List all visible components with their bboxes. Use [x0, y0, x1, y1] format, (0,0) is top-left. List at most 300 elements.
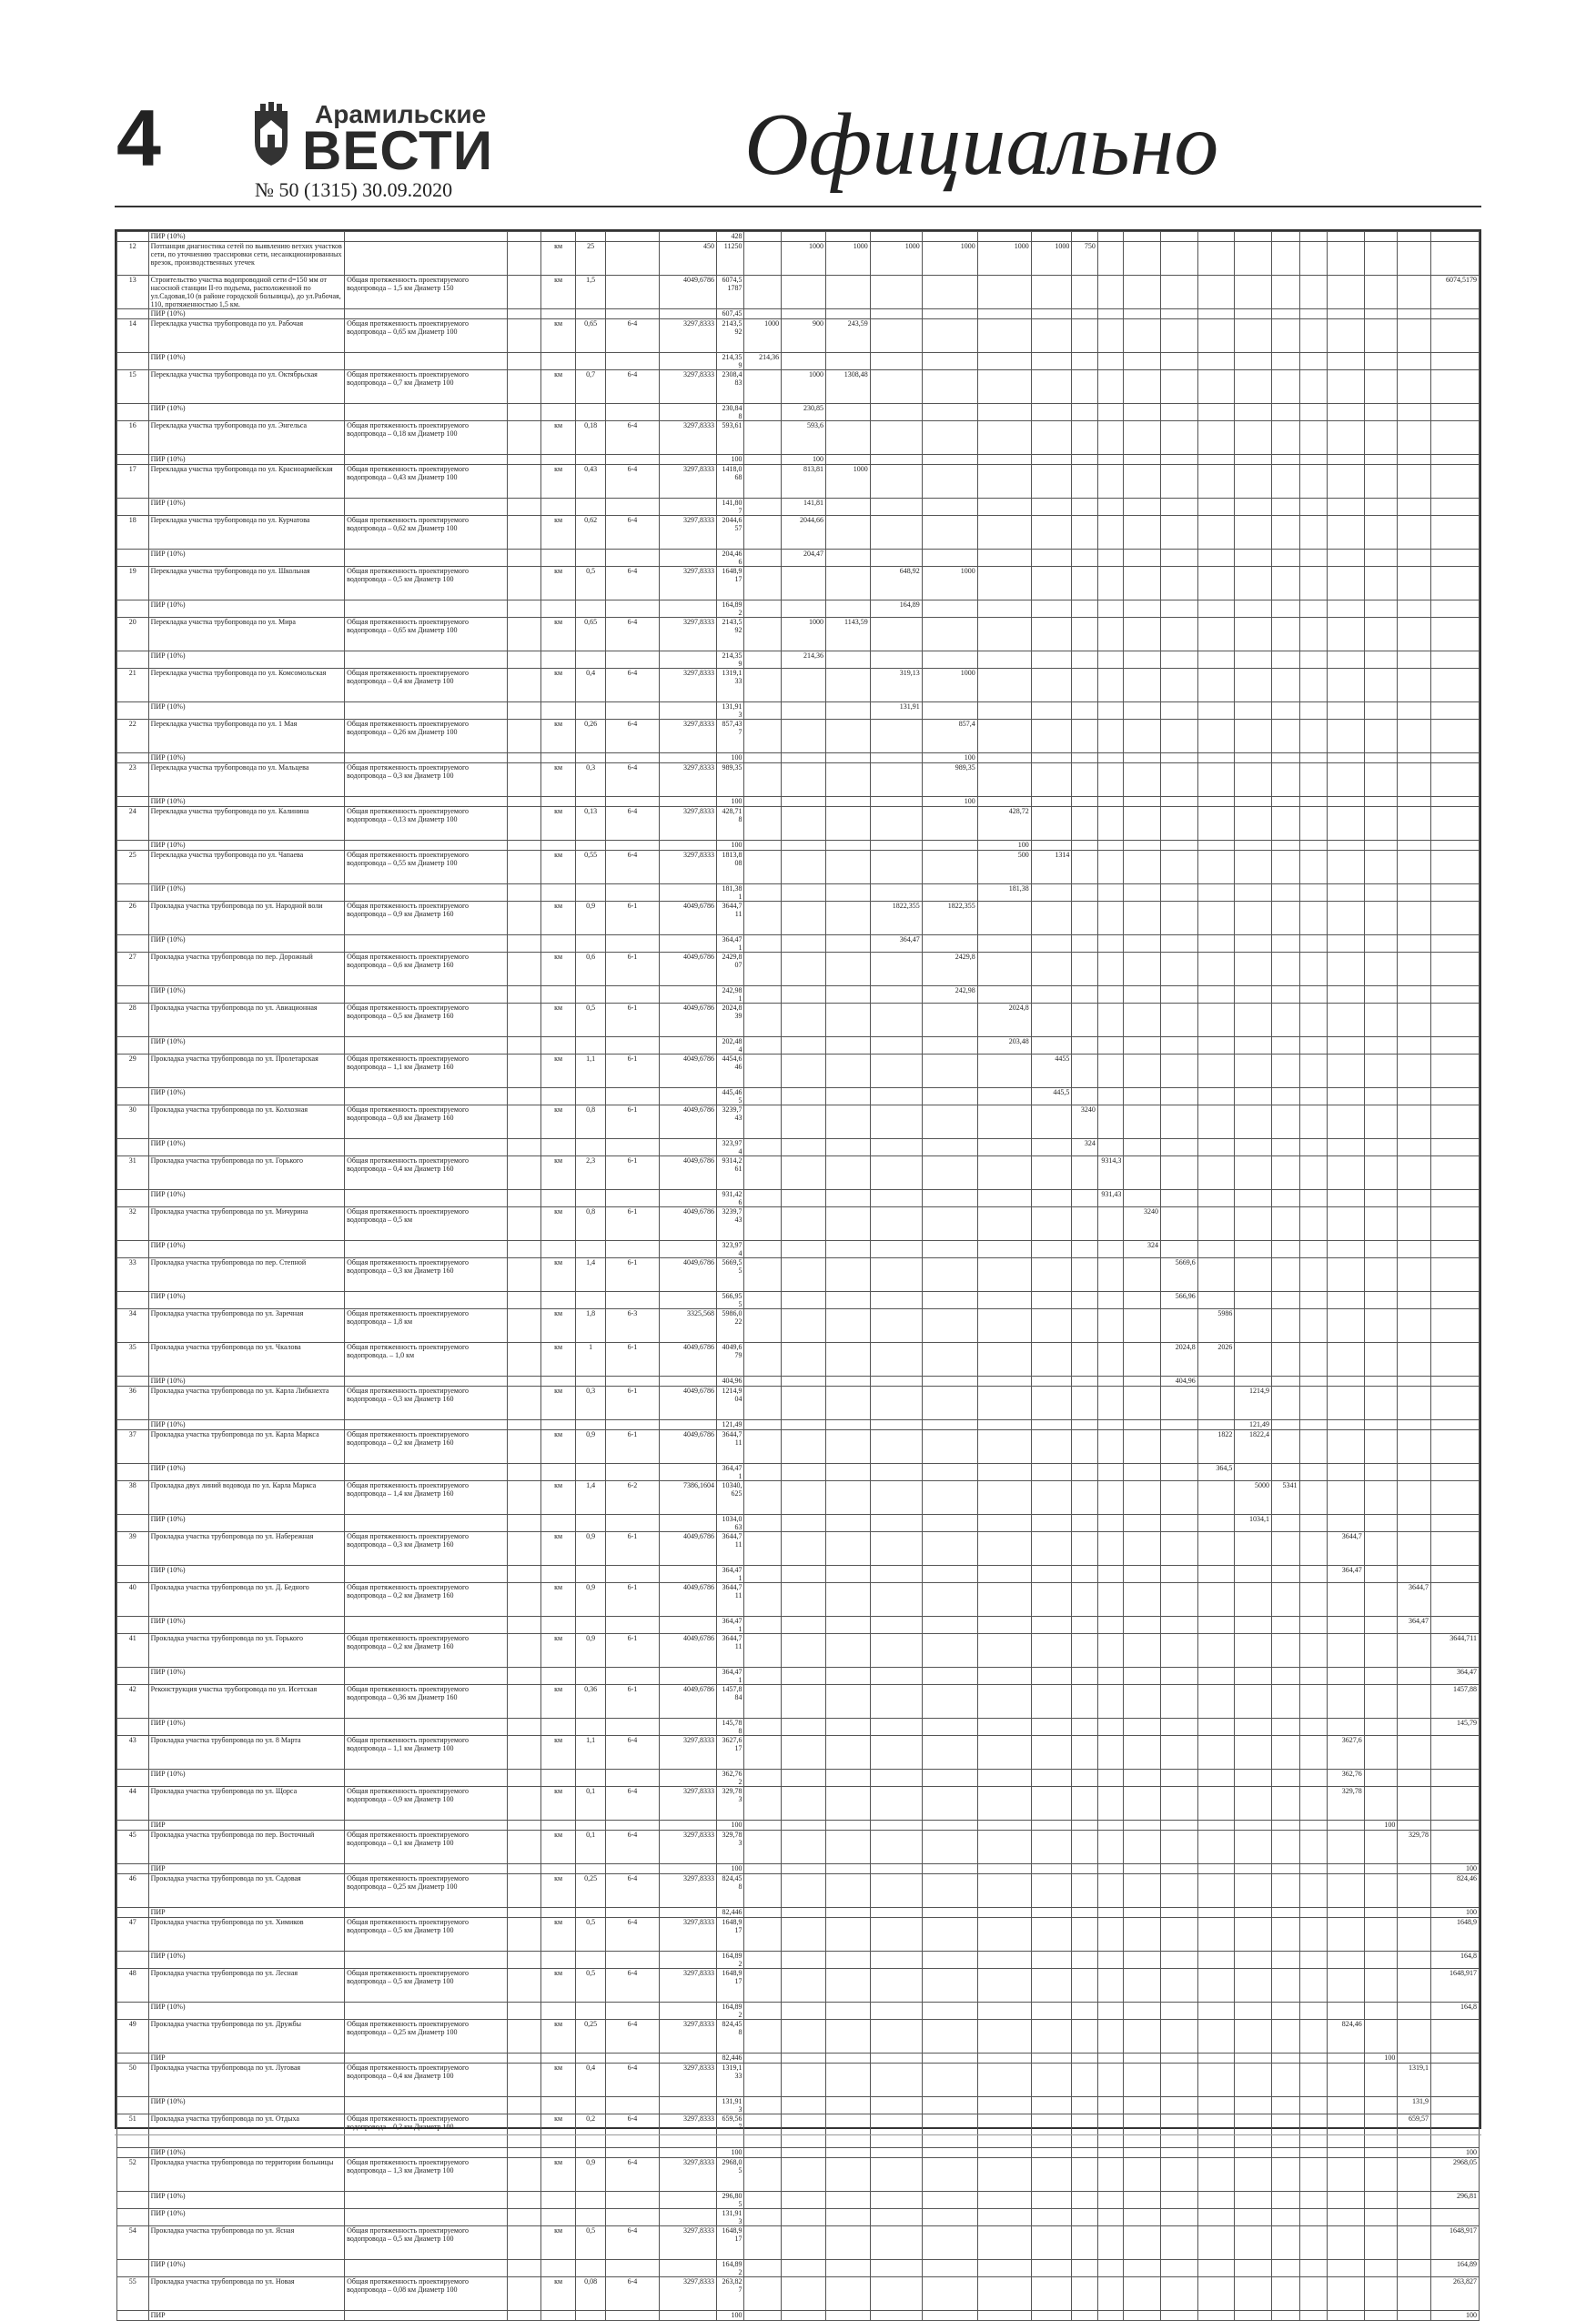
- row-year-value: [870, 455, 922, 465]
- row-year-value: [1072, 1668, 1097, 1685]
- row-year-value: [1235, 1088, 1272, 1105]
- row-year-value: [1124, 1617, 1161, 1634]
- row-unit-price: 4049,6786: [659, 1583, 716, 1617]
- row-year-value: [1328, 2192, 1365, 2209]
- row-year-value: [977, 550, 1031, 567]
- row-year-value: [870, 618, 922, 651]
- row-unit-price: [659, 353, 716, 370]
- row-year-value: [1364, 1685, 1398, 1719]
- row-year-value: [870, 1387, 922, 1420]
- row-year-value: [1097, 1464, 1123, 1481]
- row-year-value: [1124, 550, 1161, 567]
- row-year-value: [1430, 2114, 1479, 2148]
- row-year-value: [870, 2003, 922, 2020]
- table-row: [117, 1258, 1480, 1292]
- row-year-value: [1364, 884, 1398, 902]
- row-year-value: [1031, 884, 1072, 902]
- row-year-value: 2044,66: [782, 516, 826, 550]
- table-row-pir: [117, 935, 1480, 953]
- row-year-value: [1272, 1617, 1300, 1634]
- row-year-value: [1364, 232, 1398, 242]
- row-quantity: 0,8: [576, 1105, 606, 1139]
- row-empty: [508, 1736, 541, 1770]
- row-number: 35: [117, 1343, 149, 1377]
- row-total-cost: 2044,657: [716, 516, 744, 550]
- row-description: [345, 753, 508, 763]
- row-year-value: [1031, 1787, 1072, 1821]
- row-year-value: [1124, 753, 1161, 763]
- row-year-value: [1328, 1377, 1365, 1387]
- row-year-value: [1072, 1343, 1097, 1377]
- row-year-value: [1364, 2226, 1398, 2260]
- row-year-value: [1272, 1532, 1300, 1566]
- row-year-value: [1031, 1736, 1072, 1770]
- row-year-value: [1097, 1617, 1123, 1634]
- row-year-value: [825, 1918, 870, 1952]
- row-year-value: [1197, 1617, 1235, 1634]
- row-year-value: [1197, 884, 1235, 902]
- row-year-value: [977, 753, 1031, 763]
- table-row-pir: [117, 986, 1480, 1004]
- row-year-value: [1097, 421, 1123, 455]
- row-year-value: [922, 1343, 977, 1377]
- row-year-value: [1161, 1685, 1198, 1719]
- row-year-value: [1328, 319, 1365, 353]
- row-empty: [508, 1190, 541, 1207]
- row-year-value: [1072, 797, 1097, 807]
- row-year-value: [1272, 1634, 1300, 1668]
- row-year-value: [1124, 2226, 1161, 2260]
- row-year-value: [1124, 1908, 1161, 1918]
- row-year-value: [1272, 1969, 1300, 2003]
- row-year-value: [922, 455, 977, 465]
- row-description: Общая протяженность проектируемого водопровода – 0,2 км Диаметр 100: [345, 2114, 508, 2148]
- row-description: [345, 1668, 508, 1685]
- row-year-value: [1235, 884, 1272, 902]
- row-year-value: [1097, 1918, 1123, 1952]
- row-year-value: [1328, 884, 1365, 902]
- row-unit: [540, 1292, 576, 1309]
- row-year-value: [1430, 1190, 1479, 1207]
- row-year-value: [977, 1668, 1031, 1685]
- row-quantity: [576, 1241, 606, 1258]
- row-year-value: [1072, 309, 1097, 319]
- row-quantity: [576, 309, 606, 319]
- row-unit-price: 4049,6786: [659, 1207, 716, 1241]
- row-year-value: [744, 2097, 782, 2114]
- row-number: 55: [117, 2277, 149, 2311]
- row-year-value: [870, 1685, 922, 1719]
- row-total-cost: 4454,646: [716, 1055, 744, 1088]
- table-row-pir: [117, 1139, 1480, 1156]
- row-year-value: [977, 1156, 1031, 1190]
- investment-plan-table-wrap: [115, 229, 1481, 2319]
- row-name: ПИР: [148, 1908, 345, 1918]
- row-year-value: [1328, 2097, 1365, 2114]
- row-year-value: [1398, 353, 1431, 370]
- row-year-value: [870, 763, 922, 797]
- row-unit: [540, 1139, 576, 1156]
- row-year-value: [1124, 2020, 1161, 2054]
- row-year-value: [1299, 1387, 1328, 1420]
- row-year-value: [1272, 404, 1300, 421]
- row-year-value: [1299, 807, 1328, 841]
- row-year-value: 824,46: [1328, 2020, 1365, 2054]
- row-year-value: [825, 935, 870, 953]
- row-year-value: [1161, 1908, 1198, 1918]
- row-name: Реконструкция участка трубопровода по ул. Исетская: [148, 1685, 345, 1719]
- table-row-pir: [117, 1377, 1480, 1387]
- row-year-value: [870, 1481, 922, 1515]
- row-year-value: [870, 1634, 922, 1668]
- row-year-value: [744, 232, 782, 242]
- row-pipe-type: [605, 499, 659, 516]
- row-year-value: [1031, 1532, 1072, 1566]
- row-year-value: [1430, 1309, 1479, 1343]
- row-year-value: [1161, 242, 1198, 276]
- row-year-value: [1235, 1190, 1272, 1207]
- row-year-value: [1197, 841, 1235, 851]
- row-description: [345, 2209, 508, 2226]
- row-year-value: [870, 465, 922, 499]
- row-total-cost: 100: [716, 2148, 744, 2158]
- table-row: [117, 1387, 1480, 1420]
- row-year-value: [870, 1566, 922, 1583]
- row-year-value: [1097, 1952, 1123, 1969]
- row-total-cost: 857,437: [716, 720, 744, 753]
- row-year-value: [825, 600, 870, 618]
- row-year-value: [1161, 1969, 1198, 2003]
- row-year-value: [825, 1736, 870, 1770]
- row-year-value: [922, 935, 977, 953]
- row-year-value: [1072, 1532, 1097, 1566]
- row-year-value: [825, 2064, 870, 2097]
- row-year-value: [1398, 1464, 1431, 1481]
- row-total-cost: 10340,625: [716, 1481, 744, 1515]
- row-number: 47: [117, 1918, 149, 1952]
- row-year-value: [922, 1309, 977, 1343]
- row-year-value: [1031, 516, 1072, 550]
- row-year-value: [1364, 1634, 1398, 1668]
- row-year-value: [1272, 902, 1300, 935]
- row-year-value: [1299, 1736, 1328, 1770]
- row-unit-price: [659, 1566, 716, 1583]
- row-unit: [540, 1515, 576, 1532]
- row-total-cost: 145,788: [716, 1719, 744, 1736]
- row-year-value: [1097, 600, 1123, 618]
- row-unit-price: 3297,8333: [659, 1736, 716, 1770]
- row-empty: [508, 669, 541, 702]
- row-year-value: [1272, 2158, 1300, 2192]
- row-total-cost: 100: [716, 455, 744, 465]
- row-pipe-type: [605, 1719, 659, 1736]
- row-year-value: [744, 953, 782, 986]
- row-unit: км: [540, 1634, 576, 1668]
- table-row: [117, 2226, 1480, 2260]
- row-year-value: [1124, 421, 1161, 455]
- row-year-value: [922, 1139, 977, 1156]
- row-year-value: [1398, 499, 1431, 516]
- row-year-value: [922, 1464, 977, 1481]
- row-year-value: [870, 276, 922, 309]
- row-year-value: [1364, 2277, 1398, 2311]
- row-year-value: [977, 1481, 1031, 1515]
- row-empty: [508, 2003, 541, 2020]
- row-empty: [508, 1566, 541, 1583]
- row-name: Перекладка участка трубопровода по ул. Чапаева: [148, 851, 345, 884]
- row-year-value: [1235, 1156, 1272, 1190]
- row-total-cost: 100: [716, 841, 744, 851]
- row-year-value: [1235, 1736, 1272, 1770]
- row-year-value: [744, 1668, 782, 1685]
- row-unit: [540, 1864, 576, 1874]
- row-year-value: 364,47: [1430, 1668, 1479, 1685]
- row-year-value: [825, 1377, 870, 1387]
- row-year-value: [782, 1566, 826, 1583]
- row-year-value: [1364, 763, 1398, 797]
- row-year-value: 100: [1430, 1908, 1479, 1918]
- row-unit-price: [659, 1088, 716, 1105]
- row-year-value: [1398, 2311, 1431, 2321]
- row-year-value: [1235, 1874, 1272, 1908]
- row-year-value: [744, 1481, 782, 1515]
- row-year-value: [870, 2311, 922, 2321]
- row-year-value: [1398, 276, 1431, 309]
- row-year-value: [1072, 353, 1097, 370]
- row-year-value: 3240: [1072, 1105, 1097, 1139]
- row-year-value: [782, 1532, 826, 1566]
- row-year-value: [1097, 763, 1123, 797]
- row-year-value: [1272, 2209, 1300, 2226]
- row-unit: км: [540, 1004, 576, 1037]
- row-year-value: [1197, 1207, 1235, 1241]
- row-year-value: [1398, 1241, 1431, 1258]
- row-year-value: [1124, 935, 1161, 953]
- row-name: Перекладка участка трубопровода по ул. Рабочая: [148, 319, 345, 353]
- row-year-value: [825, 702, 870, 720]
- row-pipe-type: 6-1: [605, 1055, 659, 1088]
- row-year-value: [977, 1088, 1031, 1105]
- row-year-value: [1398, 370, 1431, 404]
- row-year-value: [1161, 1420, 1198, 1430]
- row-year-value: [1197, 276, 1235, 309]
- row-unit-price: [659, 1864, 716, 1874]
- row-empty: [508, 2226, 541, 2260]
- row-year-value: [1197, 763, 1235, 797]
- row-total-cost: 1214,904: [716, 1387, 744, 1420]
- row-year-value: [1124, 2158, 1161, 2192]
- row-year-value: [1097, 1377, 1123, 1387]
- row-year-value: [1328, 499, 1365, 516]
- row-total-cost: 164,892: [716, 1952, 744, 1969]
- row-year-value: [825, 1908, 870, 1918]
- row-year-value: [1031, 1241, 1072, 1258]
- row-year-value: [1161, 567, 1198, 600]
- row-year-value: [1072, 841, 1097, 851]
- row-year-value: [744, 276, 782, 309]
- row-year-value: [825, 1139, 870, 1156]
- row-year-value: 100: [977, 841, 1031, 851]
- row-year-value: [1161, 1831, 1198, 1864]
- row-total-cost: 164,892: [716, 2003, 744, 2020]
- row-year-value: [1364, 2097, 1398, 2114]
- row-number: 43: [117, 1736, 149, 1770]
- row-year-value: [1235, 600, 1272, 618]
- row-year-value: [1398, 550, 1431, 567]
- row-total-cost: 364,471: [716, 1668, 744, 1685]
- row-quantity: 0,6: [576, 953, 606, 986]
- row-year-value: [1124, 884, 1161, 902]
- row-quantity: 0,1: [576, 1787, 606, 1821]
- row-year-value: 3240: [1124, 1207, 1161, 1241]
- row-year-value: [1235, 1668, 1272, 1685]
- row-year-value: [1398, 669, 1431, 702]
- row-year-value: [1364, 1420, 1398, 1430]
- row-year-value: [1161, 2148, 1198, 2158]
- row-year-value: [1072, 1464, 1097, 1481]
- row-unit: км: [540, 720, 576, 753]
- row-pipe-type: 6-4: [605, 1736, 659, 1770]
- table-row: [117, 1532, 1480, 1566]
- row-year-value: [1299, 2158, 1328, 2192]
- row-year-value: [1235, 669, 1272, 702]
- row-quantity: [576, 1420, 606, 1430]
- row-year-value: [870, 499, 922, 516]
- row-year-value: [1072, 1787, 1097, 1821]
- row-quantity: [576, 797, 606, 807]
- row-year-value: [1398, 319, 1431, 353]
- row-year-value: [744, 2020, 782, 2054]
- row-year-value: [782, 2226, 826, 2260]
- row-quantity: 0,36: [576, 1685, 606, 1719]
- row-year-value: [1124, 1864, 1161, 1874]
- row-year-value: [1097, 353, 1123, 370]
- row-pipe-type: 6-1: [605, 902, 659, 935]
- row-total-cost: 11250: [716, 242, 744, 276]
- row-year-value: [977, 1864, 1031, 1874]
- row-total-cost: 329,783: [716, 1831, 744, 1864]
- row-year-value: [1031, 2148, 1072, 2158]
- row-year-value: [1299, 1770, 1328, 1787]
- row-year-value: [870, 1864, 922, 1874]
- row-year-value: [1072, 702, 1097, 720]
- row-year-value: [977, 516, 1031, 550]
- row-year-value: [1398, 753, 1431, 763]
- row-year-value: [1124, 1309, 1161, 1343]
- row-year-value: [977, 567, 1031, 600]
- row-name: Перекладка участка трубопровода по ул. Курчатова: [148, 516, 345, 550]
- row-year-value: [1197, 309, 1235, 319]
- row-unit: км: [540, 953, 576, 986]
- row-year-value: [977, 953, 1031, 986]
- row-year-value: [1272, 986, 1300, 1004]
- row-year-value: [1328, 1583, 1365, 1617]
- row-year-value: 750: [1072, 242, 1097, 276]
- row-year-value: [825, 1241, 870, 1258]
- row-name: Прокладка участка трубопровода по ул. Горького: [148, 1634, 345, 1668]
- row-year-value: [1398, 1055, 1431, 1088]
- row-year-value: [1072, 1088, 1097, 1105]
- row-empty: [508, 1387, 541, 1420]
- row-year-value: [1031, 1831, 1072, 1864]
- row-year-value: [1235, 763, 1272, 797]
- row-year-value: [1072, 1685, 1097, 1719]
- row-year-value: [1430, 2097, 1479, 2114]
- row-unit: [540, 1088, 576, 1105]
- row-description: Общая протяженность проектируемого водопровода – 0,2 км Диаметр 160: [345, 1634, 508, 1668]
- row-year-value: [1161, 1037, 1198, 1055]
- row-unit: [540, 1241, 576, 1258]
- logo-title-big: ВЕСТИ: [302, 120, 493, 181]
- row-year-value: [1364, 455, 1398, 465]
- row-year-value: [1124, 1515, 1161, 1532]
- row-year-value: [825, 1292, 870, 1309]
- row-year-value: [1072, 1156, 1097, 1190]
- row-year-value: [1398, 1387, 1431, 1420]
- row-year-value: [1235, 1532, 1272, 1566]
- row-description: [345, 1241, 508, 1258]
- row-year-value: [1097, 1207, 1123, 1241]
- row-year-value: [825, 2020, 870, 2054]
- row-year-value: [1124, 2277, 1161, 2311]
- row-year-value: [1235, 1566, 1272, 1583]
- row-name: Прокладка участка трубопровода по ул. Народной воли: [148, 902, 345, 935]
- row-number: [117, 1770, 149, 1787]
- row-quantity: [576, 1566, 606, 1583]
- row-total-cost: 428,718: [716, 807, 744, 841]
- row-year-value: [1161, 763, 1198, 797]
- row-year-value: [825, 884, 870, 902]
- row-description: [345, 2148, 508, 2158]
- row-year-value: [1328, 1952, 1365, 1969]
- row-year-value: [870, 232, 922, 242]
- row-year-value: [1235, 1719, 1272, 1736]
- row-year-value: [744, 1420, 782, 1430]
- row-year-value: [825, 807, 870, 841]
- row-empty: [508, 1156, 541, 1190]
- row-year-value: [1197, 1685, 1235, 1719]
- row-year-value: [1430, 309, 1479, 319]
- row-total-cost: 131,913: [716, 2097, 744, 2114]
- row-year-value: [1197, 1515, 1235, 1532]
- row-year-value: [1197, 465, 1235, 499]
- row-year-value: [1161, 851, 1198, 884]
- row-year-value: [1197, 1787, 1235, 1821]
- row-number: 40: [117, 1583, 149, 1617]
- row-name: ПИР (10%): [148, 1292, 345, 1309]
- row-number: [117, 1952, 149, 1969]
- row-year-value: [1072, 669, 1097, 702]
- row-year-value: [1328, 1309, 1365, 1343]
- row-quantity: [576, 1864, 606, 1874]
- row-unit: км: [540, 1874, 576, 1908]
- row-year-value: [1364, 465, 1398, 499]
- row-total-cost: 131,913: [716, 702, 744, 720]
- row-empty: [508, 1864, 541, 1874]
- row-total-cost: 659,567: [716, 2114, 744, 2148]
- row-number: [117, 2260, 149, 2277]
- row-name: ПИР (10%): [148, 651, 345, 669]
- row-year-value: [922, 1583, 977, 1617]
- row-year-value: [1097, 1908, 1123, 1918]
- row-pipe-type: [605, 1952, 659, 1969]
- row-year-value: [744, 600, 782, 618]
- row-year-value: [1161, 232, 1198, 242]
- row-total-cost: 204,466: [716, 550, 744, 567]
- row-year-value: [870, 1918, 922, 1952]
- row-description: Общая протяженность проектируемого водопровода – 0,2 км Диаметр 160: [345, 1583, 508, 1617]
- row-year-value: [1124, 1668, 1161, 1685]
